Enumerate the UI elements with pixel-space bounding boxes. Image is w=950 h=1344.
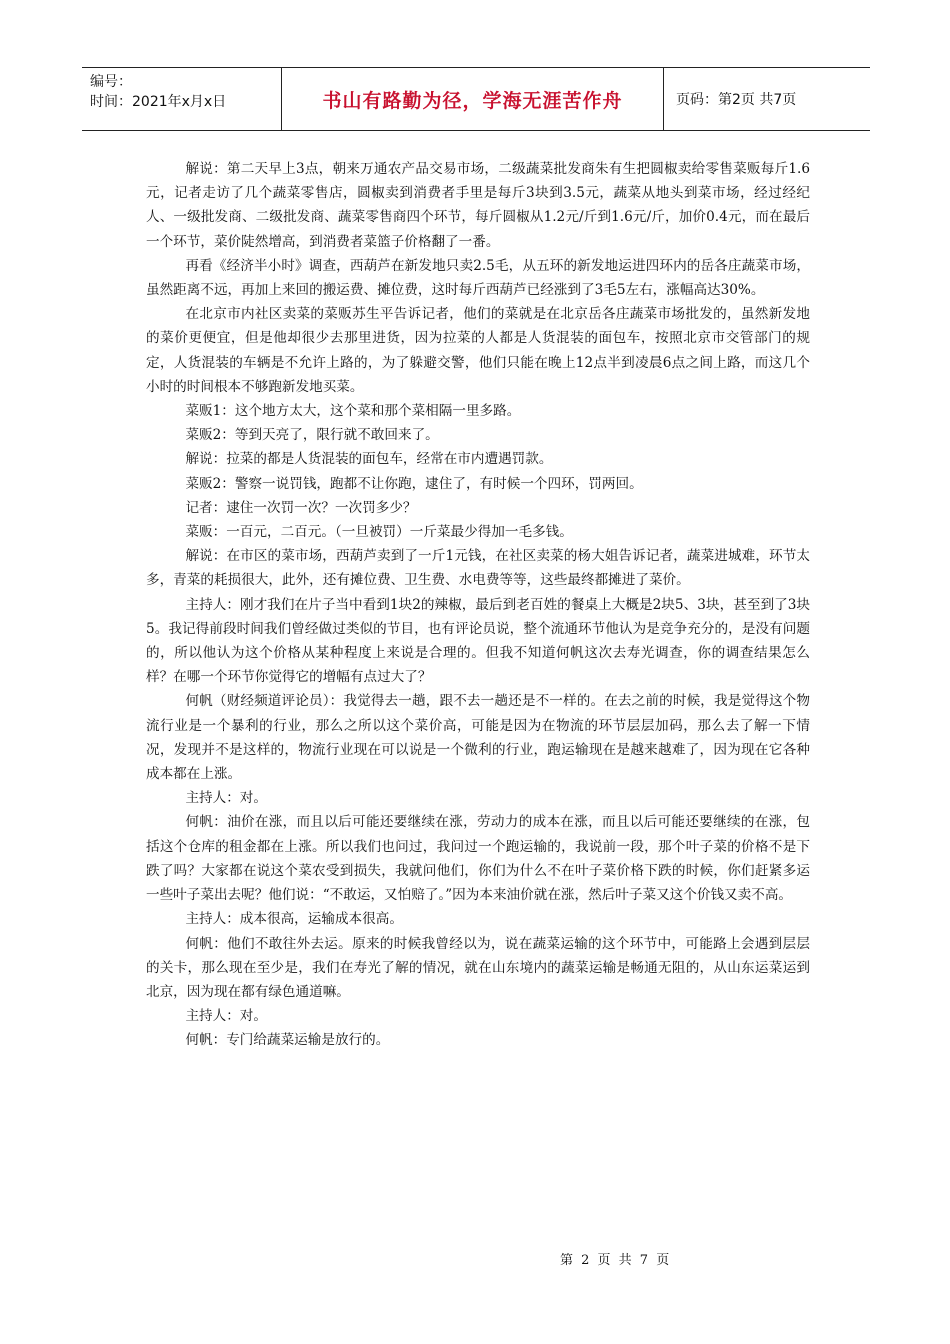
paragraph: 再看《经济半小时》调查，西葫芦在新发地只卖2.5毛，从五环的新发地运进四环内的岳各庄蔬菜市场，虽然距离不远，再加上来回的搬运费、摊位费，这时每斤西葫芦已经涨到了3毛5左右，涨幅高达30%。 xyxy=(146,257,810,299)
paragraph: 主持人：对。 xyxy=(185,790,267,807)
paragraph: 解说：在市区的菜市场，西葫芦卖到了一斤1元钱，在社区卖菜的杨大姐告诉记者，蔬菜进城难，环节太多，青菜的耗损很大，此外，还有摊位费、卫生费、水电费等等，这些最终都摊进了菜价。 xyxy=(146,548,810,589)
document-body xyxy=(146,157,810,1053)
paragraph: 解说：拉菜的都是人货混装的面包车，经常在市内遭遇罚款。 xyxy=(185,451,553,468)
document-number-label: 编号： xyxy=(90,74,132,90)
paragraph: 主持人：刚才我们在片子当中看到1块2的辣椒，最后到老百姓的餐桌上大概是2块5、3块，甚至到了3块5。我记得前段时间我们曾经做过类似的节目，也有评论员说，整个流通环节他认为是竞争充分的，是没有问题的，所以他认为这个价格从某种程度上来说是合理的。但我不知道何帆这次去寿光调查，你的调查结果怎么样？在哪一个环节你觉得它的增幅有点过大了？ xyxy=(146,596,810,686)
paragraph: 记者：逮住一次罚一次？一次罚多少？ xyxy=(185,499,417,516)
paragraph: 何帆：专门给蔬菜运输是放行的。 xyxy=(185,1032,390,1049)
paragraph: 何帆：他们不敢往外去运。原来的时候我曾经以为，说在蔬菜运输的这个环节中，可能路上会遇到层层的关卡，那么现在至少是，我们在寿光了解的情况，就在山东境内的蔬菜运输是畅通无阻的，从山东运菜运到北京，因为现在都有绿色通道嘛。 xyxy=(146,935,810,1000)
paragraph: 在北京市内社区卖菜的菜贩苏生平告诉记者，他们的菜就是在北京岳各庄蔬菜市场批发的，虽然新发地的菜价更便宜，但是他却很少去那里进货，因为拉菜的人都是人货混装的面包车，按照北京市交管部门的规定，人货混装的车辆是不允许上路的，为了躲避交警，他们只能在晚上12点半到凌晨6点之间上路，而这几个小时的时间根本不够跑新发地买菜。 xyxy=(146,306,810,395)
paragraph: 主持人：成本很高，运输成本很高。 xyxy=(185,911,403,928)
header-meta xyxy=(82,68,282,130)
page-header xyxy=(82,67,870,131)
paragraph: 解说：第二天早上3点，朝来万通农产品交易市场，二级蔬菜批发商朱有生把圆椒卖给零售菜贩每斤1.6元，记者走访了几个蔬菜零售店，圆椒卖到消费者手里是每斤3块到3.5元，蔬菜从地头到菜市场，经过经纪人、一级批发商、二级批发商、蔬菜零售商四个环节，每斤圆椒从1.2元/斤到1.6元/斤，加价0.4元，而在最后一个环节，菜价陡然增高，到消费者菜篮子价格翻了一番。 xyxy=(146,161,810,250)
header-motto: 书山有路勤为径，学海无涯苦作舟 xyxy=(282,68,664,130)
paragraph: 菜贩2：等到天亮了，限行就不敢回来了。 xyxy=(185,427,439,444)
page-footer: 第 2 页 共 7 页 xyxy=(560,1253,672,1268)
header-page-info: 页码：第2页 共7页 xyxy=(676,92,797,108)
paragraph: 主持人：对。 xyxy=(185,1008,267,1025)
paragraph: 菜贩：一百元，二百元。（一旦被罚）一斤菜最少得加一毛多钱。 xyxy=(185,524,573,541)
paragraph: 菜贩1：这个地方太大，这个菜和那个菜相隔一里多路。 xyxy=(185,403,521,420)
paragraph: 菜贩2：警察一说罚钱，跑都不让你跑，逮住了，有时候一个四环，罚两回。 xyxy=(185,475,643,492)
document-time-label: 时间：2021年x月x日 xyxy=(90,94,227,110)
paragraph: 何帆：油价在涨，而且以后可能还要继续在涨，劳动力的成本在涨，而且以后可能还要继续的在涨，包括这个仓库的租金都在上涨。所以我们也问过，我问过一个跑运输的，我说前一段，那个叶子菜的价格不是下跌了吗？大家都在说这个菜农受到损失，我就问他们，你们为什么不在叶子菜价格下跌的时候，你们赶紧多运一些叶子菜出去呢？他们说：“不敢运，又怕赔了。”因为本来油价就在涨，然后叶子菜又这个价钱又卖不高。 xyxy=(146,814,810,904)
paragraph: 何帆（财经频道评论员）：我觉得去一趟，跟不去一趟还是不一样的。在去之前的时候，我是觉得这个物流行业是一个暴利的行业，那么之所以这个菜价高，可能是因为在物流的环节层层加码，那么去了解一下情况，发现并不是这样的，物流行业现在可以说是一个微利的行业，跑运输现在是越来越难了，因为现在它各种成本都在上涨。 xyxy=(146,693,810,783)
